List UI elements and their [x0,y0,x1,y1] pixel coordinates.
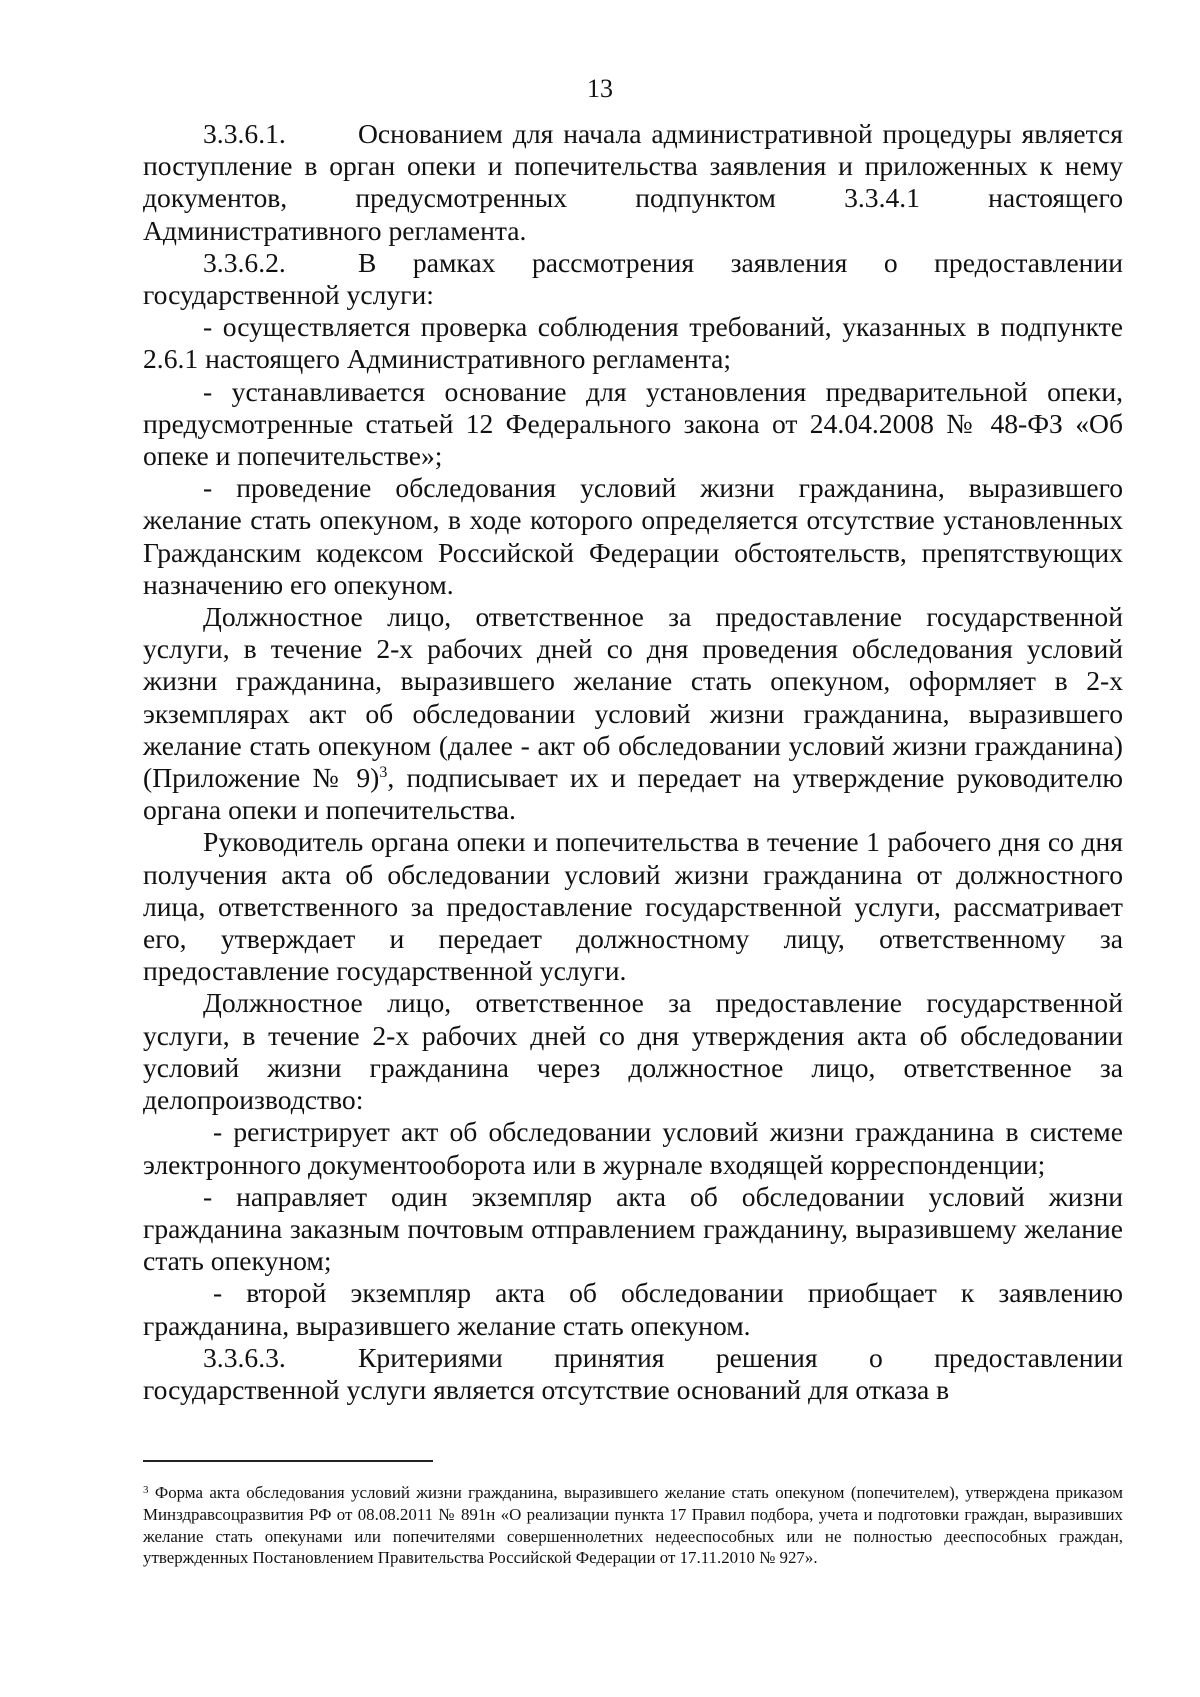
footnote-text: Форма акта обследования условий жизни гражданина, выразившего желание стать опекуном (попечителем), утверждена приказом Минздравсоцразвития РФ от 08.08.2011 № 891н «О реализации пункта 17 Правил подбора, учета и подготовки граждан, выразивших желание стать опекунами или попечителями совершеннолетних недееспособных или не полностью дееспособных граждан, утвержденных Постановлением Правительства Российской Федерации от 17.11.2010 № 927». [143,1483,1123,1568]
footnote-marker: 3 [143,1484,149,1496]
paragraph-act-preparation [143,601,1123,826]
paragraph-3-3-6-2 [143,247,1123,311]
paragraph-3-3-6-3 [143,1342,1123,1406]
clause-number: 3.3.6.1. [203,118,286,149]
paragraph-text: В рамках рассмотрения заявления о предоставлении государственной услуги: [143,246,1123,311]
footnote-separator [143,1460,433,1462]
body-text [143,118,1123,1406]
paragraph-text: , подписывает их и передает на утверждение руководителю органа опеки и попечительства. [143,762,1123,826]
page-number: 13 [587,74,613,103]
paragraph-text: Основанием для начала административной процедуры является поступление в орган опеки и попечительства заявления и приложенных к нему документов, предусмотренных подпунктом 3.3.4.1 настоящего Административного регламента. [143,118,1123,246]
footnote-reference[interactable]: 3 [379,764,388,782]
list-item: - регистрирует акт об обследовании условий жизни гражданина в системе электронного документооборота или в журнале входящей корреспонденции; [143,1116,1123,1180]
list-item: - осуществляется проверка соблюдения требований, указанных в подпункте 2.6.1 настоящего Административного регламента; [143,311,1123,375]
paragraph-official-actions: Должностное лицо, ответственное за предоставление государственной услуги, в течение 2-х рабочих дней со дня утверждения акта об обследовании условий жизни гражданина через должностное лицо, ответственное за делопроизводство: [143,987,1123,1116]
clause-number: 3.3.6.3. [203,1341,286,1373]
list-item: - направляет один экземпляр акта об обследовании условий жизни гражданина заказным почтовым отправлением гражданину, выразившему желание стать опекуном; [143,1180,1123,1277]
paragraph-text: Критериями принятия решения о предоставлении государственной услуги является отсутствие оснований для отказа в [143,1341,1123,1405]
footnote [143,1482,1123,1569]
list-item: - второй экземпляр акта об обследовании приобщает к заявлению гражданина, выразившего желание стать опекуном. [143,1277,1123,1341]
paragraph-3-3-6-1 [143,118,1123,247]
paragraph-head-approval: Руководитель органа опеки и попечительства в течение 1 рабочего дня со дня получения акта об обследовании условий жизни гражданина от должностного лица, ответственного за предоставление государственной услуги, рассматривает его, утверждает и передает должностному лицу, ответственному за предоставление государственной услуги. [143,826,1123,987]
list-item: - проведение обследования условий жизни гражданина, выразившего желание стать опекуном, в ходе которого определяется отсутствие установленных Гражданским кодексом Российской Федерации обстоятельств, препятствующих назначению его опекуном. [143,472,1123,600]
list-item: - устанавливается основание для установления предварительной опеки, предусмотренные статьей 12 Федерального закона от 24.04.2008 № 48-ФЗ «Об опеке и попечительстве»; [143,375,1123,472]
clause-number: 3.3.6.2. [203,246,286,278]
paragraph-text: Должностное лицо, ответственное за предоставление государственной услуги, в течение 2-х рабочих дней со дня проведения обследования условий жизни гражданина, выразившего желание стать опекуном, оформляет в 2-х экземплярах акт об обследовании условий жизни гражданина, выразившего желание стать опекуном (далее - акт об обследовании условий жизни гражданина) (Приложение № 9) [143,601,1123,794]
